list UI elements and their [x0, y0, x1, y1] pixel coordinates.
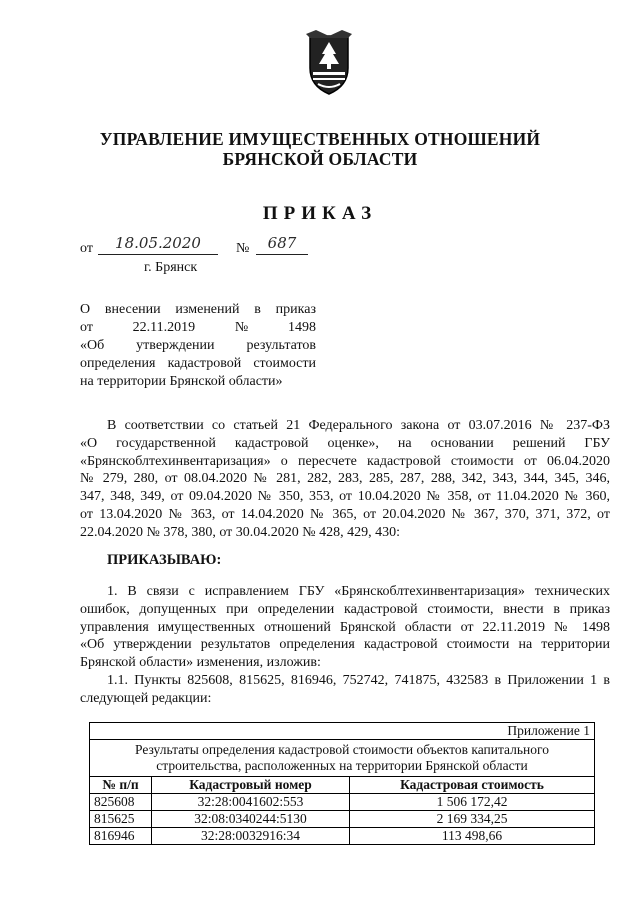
subject-part: 22.11.2019: [132, 320, 196, 335]
order-date: 18.05.2020: [98, 234, 218, 255]
appendix-label: Приложение 1: [90, 723, 595, 740]
organization-name-line2: БРЯНСКОЙ ОБЛАСТИ: [222, 149, 418, 169]
caption-row: [90, 740, 595, 777]
city: г. Брянск: [144, 260, 198, 275]
order-number: 687: [256, 234, 308, 255]
cadastral-table: [89, 722, 595, 845]
item-1: [80, 583, 610, 708]
cell-index: 816946: [90, 828, 152, 845]
table-caption-line: строительства, расположенных на территории Брянской области: [156, 758, 528, 773]
table-caption-line: Результаты определения кадастровой стоимости объектов капитального: [135, 742, 549, 757]
subject-line: на территории Брянской области»: [80, 374, 283, 389]
subject-part: 1498: [287, 320, 316, 335]
organization-name-line1: УПРАВЛЕНИЕ ИМУЩЕСТВЕННЫХ ОТНОШЕНИЙ: [99, 129, 541, 149]
preamble-line: № 279, 280, от 08.04.2020 № 281, 282, 283, 285, 287, 288, 342, 343, 344, 345, 346,: [80, 471, 610, 487]
item-1-line: 1. В связи с исправлением ГБУ «Брянскоблтехинвентаризация» технических: [107, 584, 610, 599]
header-row: [90, 777, 595, 794]
subject-part: от: [80, 320, 93, 335]
table-row: [90, 811, 595, 828]
number-prefix: №: [236, 241, 250, 256]
subject-block: [80, 301, 316, 391]
item-1-1-line: 1.1. Пункты 825608, 815625, 816946, 752742, 741875, 432583 в Приложении 1 в: [107, 672, 610, 688]
subject-line: «Об утверждении результатов: [80, 338, 316, 353]
decree-word: ПРИКАЗЫВАЮ:: [107, 552, 222, 568]
appendix-row: [90, 723, 595, 740]
item-1-line: Брянской области» изменения, изложив:: [80, 655, 321, 671]
table-caption: [90, 740, 595, 777]
preamble-line: «Брянскоблтехинвентаризация» о пересчете кадастровой стоимости от 06.04.2020: [80, 453, 610, 469]
cell-cadastral-number: 32:28:0032916:34: [152, 828, 350, 845]
cell-cadastral-value: 1 506 172,42: [350, 794, 595, 811]
document-title: ПРИКАЗ: [262, 203, 378, 224]
table-row: [90, 794, 595, 811]
preamble-line: В соответствии со статьей 21 Федерального закона от 03.07.2016 № 237-ФЗ: [107, 418, 610, 433]
item-1-line: управления имущественных отношений Брянской области от 22.11.2019 № 1498: [80, 619, 610, 635]
date-prefix: от: [80, 241, 93, 256]
subject-line: определения кадастровой стоимости: [80, 356, 316, 371]
cell-cadastral-number: 32:28:0041602:553: [152, 794, 350, 811]
item-1-1-line: следующей редакции:: [80, 690, 212, 706]
cell-cadastral-value: 113 498,66: [350, 828, 595, 845]
item-1-line: «Об утверждении результатов определения кадастровой стоимости на территории: [80, 637, 610, 653]
preamble-line: от 13.04.2020 № 363, от 14.04.2020 № 365, от 20.04.2020 № 367, 370, 371, 372, от: [80, 506, 610, 522]
coat-of-arms-icon: [300, 28, 358, 96]
column-header: № п/п: [90, 777, 152, 794]
cell-index: 815625: [90, 811, 152, 828]
preamble-line: «О государственной кадастровой оценке», на основании решений ГБУ: [80, 435, 610, 451]
cell-cadastral-number: 32:08:0340244:5130: [152, 811, 350, 828]
preamble-line: 22.04.2020 № 378, 380, от 30.04.2020 № 428, 429, 430:: [80, 524, 401, 540]
cell-cadastral-value: 2 169 334,25: [350, 811, 595, 828]
table-row: [90, 828, 595, 845]
column-header: Кадастровая стоимость: [350, 777, 595, 794]
subject-line: [80, 319, 316, 337]
cell-index: 825608: [90, 794, 152, 811]
preamble: [80, 417, 610, 542]
column-header: Кадастровый номер: [152, 777, 350, 794]
subject-line: О внесении изменений в приказ: [80, 302, 316, 317]
subject-part: №: [234, 320, 249, 335]
item-1-line: ошибок, допущенных при определении кадастровой стоимости, внести в приказ: [80, 601, 610, 617]
preamble-line: 347, 348, 349, от 09.04.2020 № 350, 353, от 10.04.2020 № 358, от 11.04.2020 № 360,: [80, 489, 610, 505]
